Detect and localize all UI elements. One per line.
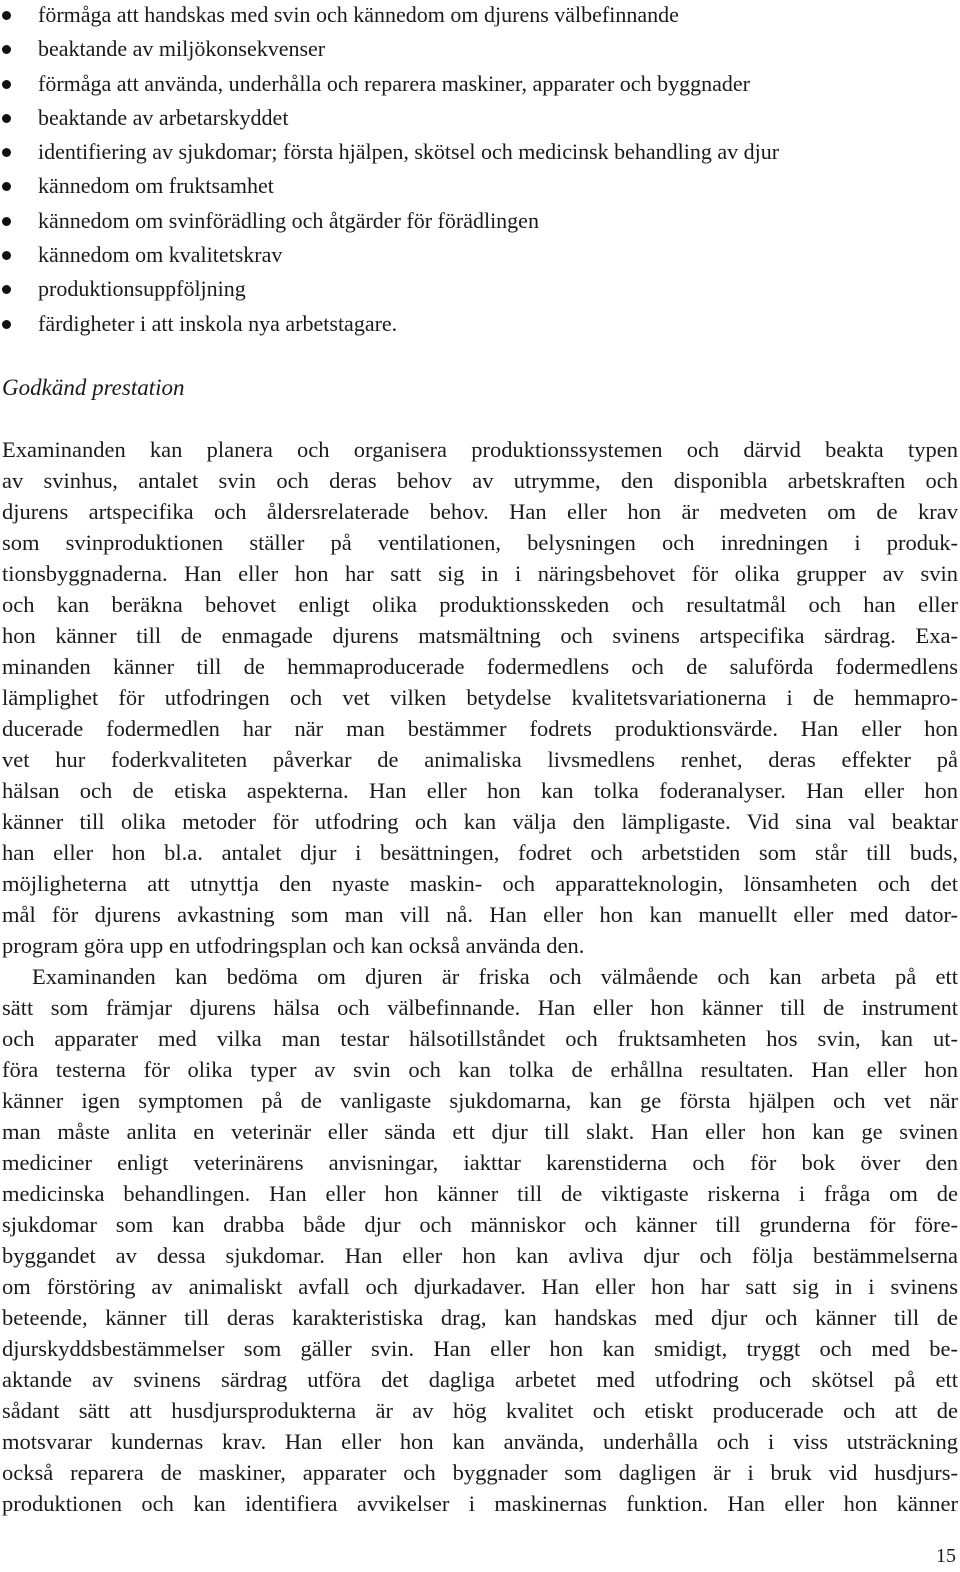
text-line: sådant sätt att husdjursprodukterna är av hög kvalitet och etiskt producerade och att de — [2, 1398, 958, 1423]
text-line: också reparera de maskiner, apparater och byggnader som dagligen är i bruk vid husdjurs- — [2, 1460, 958, 1485]
text-line: han eller hon bl.a. antalet djur i besättningen, fodret och arbetstiden som står till buds, — [2, 840, 958, 865]
bullet-icon — [2, 182, 11, 191]
bullet-text: kännedom om svinförädling och åtgärder för förädlingen — [38, 207, 539, 233]
text-line: vet hur foderkvaliteten påverkar de animaliska livsmedlens renhet, deras effekter på — [2, 747, 958, 772]
bullet-icon — [2, 217, 11, 226]
bullet-icon — [2, 45, 11, 54]
text-line: medicinska behandlingen. Han eller hon känner till de viktigaste riskerna i fråga om de — [2, 1181, 958, 1206]
text-line: Examinanden kan planera och organisera produktionssystemen och därvid beakta typen — [2, 437, 958, 462]
bullet-icon — [2, 285, 11, 294]
text-line: känner igen symptomen på de vanligaste sjukdomarna, kan ge första hjälpen och vet när — [2, 1088, 958, 1113]
text-line: tionsbyggnaderna. Han eller hon har satt sig in i näringsbehovet för olika grupper av svin — [2, 561, 958, 586]
page-number: 15 — [936, 1545, 956, 1567]
bullet-item — [0, 309, 779, 343]
bullet-icon — [2, 320, 11, 329]
body-text — [2, 434, 958, 1519]
text-line: och kan beräkna behovet enligt olika produktionsskeden och resultatmål och han eller — [2, 592, 958, 617]
bullet-list — [0, 0, 779, 343]
text-line: om förstöring av animaliskt avfall och djurkadaver. Han eller hon har satt sig in i svinens — [2, 1274, 958, 1299]
text-line: Examinanden kan bedöma om djuren är friska och välmående och kan arbeta på ett — [32, 964, 958, 989]
text-line: djurens artspecifika och åldersrelaterade behov. Han eller hon är medveten om de krav — [2, 499, 958, 524]
text-line: ducerade fodermedlen har när man bestämmer fodrets produktionsvärde. Han eller hon — [2, 716, 958, 741]
bullet-item — [0, 274, 779, 308]
text-line: känner till olika metoder för utfodring och kan välja den lämpligaste. Vid sina val beaktar — [2, 809, 958, 834]
bullet-text: kännedom om fruktsamhet — [38, 173, 274, 199]
text-line: som svinproduktionen ställer på ventilationen, belysningen och inredningen i produk- — [2, 530, 958, 555]
bullet-icon — [2, 251, 11, 260]
text-line: aktande av svinens särdrag utföra det dagliga arbetet med utfodring och skötsel på ett — [2, 1367, 958, 1392]
paragraph-1 — [2, 434, 958, 961]
paragraph-2 — [2, 961, 958, 1519]
bullet-icon — [2, 114, 11, 123]
text-line: sjukdomar som kan drabba både djur och människor och känner till grunderna för före- — [2, 1212, 958, 1237]
bullet-icon — [2, 11, 11, 20]
bullet-item — [0, 34, 779, 68]
bullet-item — [0, 171, 779, 205]
text-line: man måste anlita en veterinär eller sända ett djur till slakt. Han eller hon kan ge svinen — [2, 1119, 958, 1144]
text-line: program göra upp en utfodringsplan och kan också använda den. — [2, 933, 585, 958]
bullet-text: identifiering av sjukdomar; första hjälpen, skötsel och medicinsk behandling av djur — [38, 139, 780, 165]
text-line: lämplighet för utfodringen och vet vilken betydelse kvalitetsvariationerna i de hemmapro- — [2, 685, 958, 710]
text-line: djurskyddsbestämmelser som gäller svin. Han eller hon kan smidigt, tryggt och med be- — [2, 1336, 958, 1361]
bullet-item — [0, 206, 779, 240]
text-line: av svinhus, antalet svin och deras behov av utrymme, den disponibla arbetskraften och — [2, 468, 958, 493]
text-line: mediciner enligt veterinärens anvisningar, iakttar karenstiderna och för bok över den — [2, 1150, 958, 1175]
bullet-item — [0, 240, 779, 274]
text-line: byggandet av dessa sjukdomar. Han eller hon kan avliva djur och följa bestämmelserna — [2, 1243, 958, 1268]
bullet-text: förmåga att handskas med svin och kännedom om djurens välbefinnande — [38, 2, 679, 27]
bullet-item — [0, 103, 779, 137]
bullet-item — [0, 69, 779, 103]
bullet-item — [0, 137, 779, 171]
bullet-icon — [2, 148, 11, 157]
text-line: hon känner till de enmagade djurens matsmältning och svinens artspecifika särdrag. Exa- — [2, 623, 958, 648]
text-line: möjligheterna att utnyttja den nyaste maskin- och apparatteknologin, lönsamheten och det — [2, 871, 958, 896]
bullet-text: produktionsuppföljning — [38, 276, 246, 302]
bullet-item — [0, 0, 779, 34]
text-line: mål för djurens avkastning som man vill nå. Han eller hon kan manuellt eller med dator- — [2, 902, 958, 927]
text-line: sätt som främjar djurens hälsa och välbefinnande. Han eller hon känner till de instrument — [2, 995, 958, 1020]
bullet-text: beaktande av miljökonsekvenser — [38, 36, 326, 62]
bullet-icon — [2, 80, 11, 89]
text-line: hälsan och de etiska aspekterna. Han eller hon kan tolka foderanalyser. Han eller hon — [2, 778, 958, 803]
text-line: och apparater med vilka man testar hälsotillståndet och fruktsamheten hos svin, kan ut- — [2, 1026, 958, 1051]
bullet-text: beaktande av arbetarskyddet — [38, 104, 289, 130]
text-line: minanden känner till de hemmaproducerade fodermedlens och de saluförda fodermedlens — [2, 654, 958, 679]
text-line: föra testerna för olika typer av svin och kan tolka de erhållna resultaten. Han eller hon — [2, 1057, 958, 1082]
section-heading: Godkänd prestation — [2, 375, 185, 400]
text-line: beteende, känner till deras karakteristiska drag, kan handskas med djur och känner till de — [2, 1305, 958, 1330]
text-line: produktionen och kan identifiera avvikelser i maskinernas funktion. Han eller hon känner — [2, 1491, 958, 1516]
text-line: motsvarar kundernas krav. Han eller hon kan använda, underhålla och i viss utsträckning — [2, 1429, 958, 1454]
bullet-text: förmåga att använda, underhålla och reparera maskiner, apparater och byggnader — [38, 70, 750, 96]
bullet-text: kännedom om kvalitetskrav — [38, 242, 283, 268]
bullet-text: färdigheter i att inskola nya arbetstagare. — [38, 310, 398, 336]
